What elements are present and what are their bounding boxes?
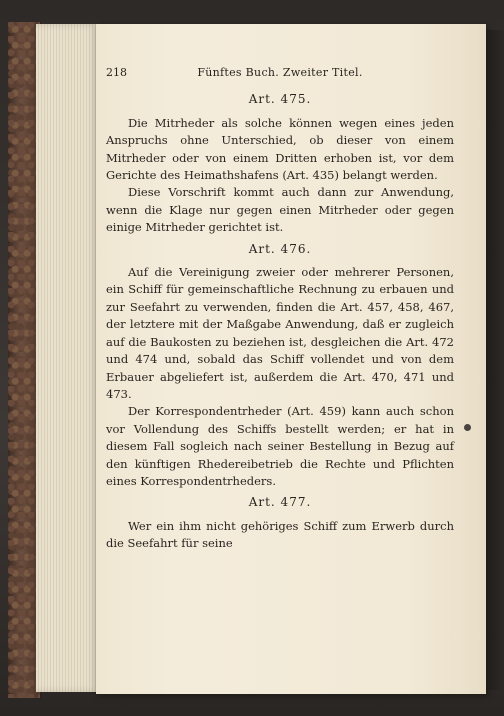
page-hole <box>464 424 471 431</box>
article-heading: Art. 477. <box>248 495 312 510</box>
page-edges <box>36 24 100 692</box>
paragraph: Wer ein ihm nicht gehöriges Schiff zum Erwerb durch die Seefahrt für seine <box>106 518 454 551</box>
book-cover-right <box>486 30 504 690</box>
paragraph: Die Mitrheder als solche können wegen eines jeden Anspruchs ohne Unterschied, ob dieser von einem Mitrheder oder von einem Dritten erhoben ist, vor dem Gerichte des Heimathshafens (Art. 435) belangt werden. <box>106 115 454 183</box>
page-number: 218 <box>106 66 127 79</box>
page-text <box>106 64 454 553</box>
article-heading: Art. 475. <box>248 92 312 107</box>
paragraph: Auf die Vereinigung zweier oder mehrerer Personen, ein Schiff für gemeinschaftliche Rechnung zu erbauen und zur Seefahrt zu verwenden, finden die Art. 457, 458, 467, der letztere mit der Maßgabe Anwendung, daß er zugleich auf die Baukosten zu beziehen ist, desgleichen die Art. 472 und 474 und, sobald das Schiff vollendet und von dem Erbauer abgeliefert ist, außerdem die Art. 470, 471 und 473. <box>106 265 454 401</box>
running-title: Fünftes Buch. Zweiter Titel. <box>197 66 363 79</box>
running-head <box>106 64 454 81</box>
paragraph: Diese Vorschrift kommt auch dann zur Anwendung, wenn die Klage nur gegen einen Mitrheder oder gegen einige Mitrheder gerichtet ist. <box>106 185 454 235</box>
paragraph: Der Korrespondentrheder (Art. 459) kann auch schon vor Vollendung des Schiffs bestellt werden; er hat in diesem Fall sogleich nach seiner Bestellung in Bezug auf den künftigen Rhedereibetrieb die Rechte und Pflichten eines Korrespondentrheders. <box>106 404 454 488</box>
article-heading: Art. 476. <box>248 241 312 256</box>
